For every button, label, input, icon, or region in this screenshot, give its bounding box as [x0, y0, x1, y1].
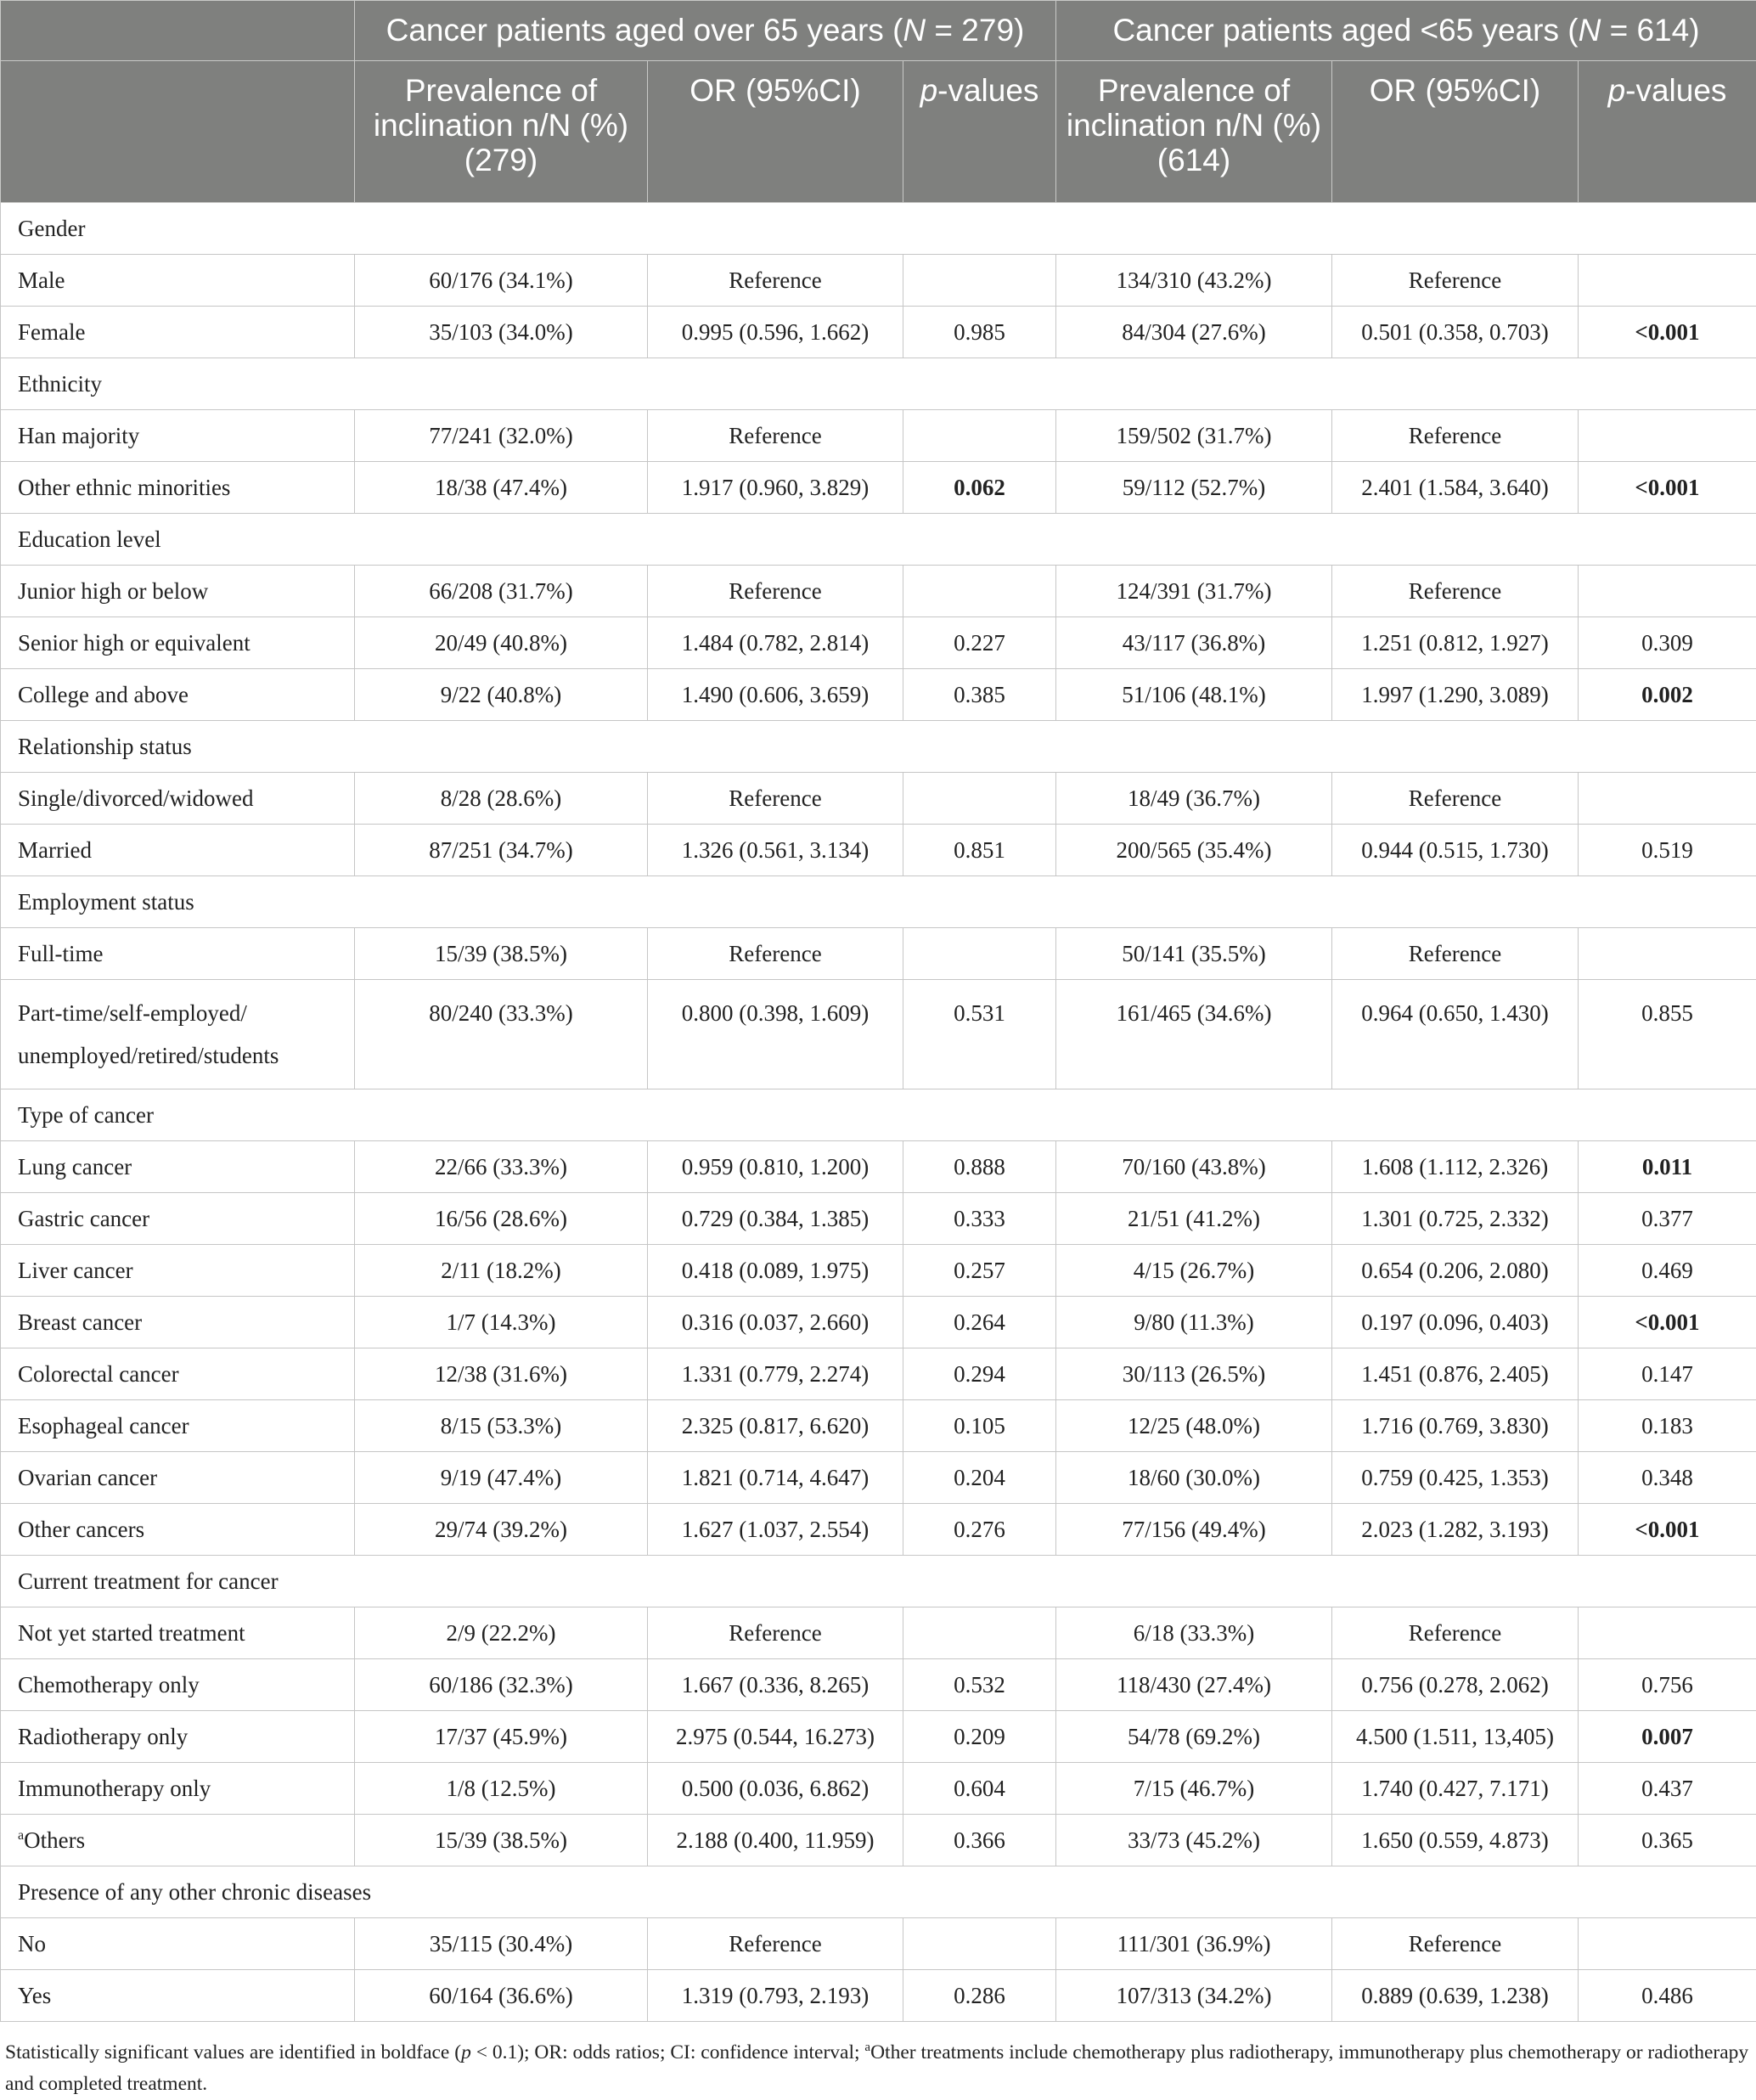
- cell-prevalence-under: 50/141 (35.5%): [1056, 928, 1332, 980]
- cell-or-under: 4.500 (1.511, 13,405): [1332, 1711, 1579, 1763]
- cell-p-over: 0.385: [903, 669, 1056, 721]
- cell-or-under: Reference: [1332, 410, 1579, 462]
- row-label: [1, 1763, 355, 1815]
- row-label-text: Other ethnic minorities: [18, 475, 230, 500]
- section-row: [1, 514, 1756, 566]
- table-row: [1, 1659, 1756, 1711]
- header-or-over: OR (95%CI): [648, 61, 903, 203]
- row-label-text: Single/divorced/widowed: [18, 785, 253, 811]
- cell-or-under: 0.756 (0.278, 2.062): [1332, 1659, 1579, 1711]
- cell-or-over: 2.325 (0.817, 6.620): [648, 1400, 903, 1452]
- row-label-text: College and above: [18, 682, 189, 707]
- cell-p-over: 0.257: [903, 1245, 1056, 1297]
- cell-prevalence-over: 9/22 (40.8%): [355, 669, 648, 721]
- cell-p-under: 0.002: [1579, 669, 1756, 721]
- row-label: [1, 1659, 355, 1711]
- cell-p-over: 0.294: [903, 1348, 1056, 1400]
- cell-or-under: 0.944 (0.515, 1.730): [1332, 825, 1579, 876]
- cell-p-over: 0.105: [903, 1400, 1056, 1452]
- table-row: [1, 307, 1756, 358]
- cell-or-over: 1.326 (0.561, 3.134): [648, 825, 903, 876]
- cell-prevalence-under: 9/80 (11.3%): [1056, 1297, 1332, 1348]
- table-row: [1, 669, 1756, 721]
- footnote-sup: a: [864, 2041, 870, 2054]
- table-header: [1, 1, 1756, 203]
- cell-or-under: 1.997 (1.290, 3.089): [1332, 669, 1579, 721]
- row-label-text: Full-time: [18, 941, 104, 966]
- row-label-text: Gastric cancer: [18, 1206, 149, 1231]
- row-label-text: Married: [18, 837, 92, 863]
- header-group-over-65: Cancer patients aged over 65 years (N = 279): [355, 1, 1056, 61]
- cell-p-under: 0.147: [1579, 1348, 1756, 1400]
- cell-or-over: 0.316 (0.037, 2.660): [648, 1297, 903, 1348]
- cell-p-under: 0.519: [1579, 825, 1756, 876]
- cell-or-under: 1.251 (0.812, 1.927): [1332, 617, 1579, 669]
- cell-p-under: <0.001: [1579, 1297, 1756, 1348]
- cell-prevalence-under: 161/465 (34.6%): [1056, 980, 1332, 1089]
- section-row: [1, 358, 1756, 410]
- footnote-part1: Statistically significant values are identified in boldface (: [5, 2041, 461, 2063]
- section-label: Current treatment for cancer: [1, 1556, 1756, 1607]
- cell-or-over: Reference: [648, 773, 903, 825]
- row-label: [1, 669, 355, 721]
- header-prevalence-under: Prevalence of inclination n/N (%) (614): [1056, 61, 1332, 203]
- cell-p-under: 0.007: [1579, 1711, 1756, 1763]
- row-label-text: Chemotherapy only: [18, 1672, 200, 1697]
- table-body: [1, 203, 1756, 2022]
- cell-p-over: [903, 773, 1056, 825]
- header-corner: [1, 1, 355, 61]
- header-corner-lower: [1, 61, 355, 203]
- cell-prevalence-over: 15/39 (38.5%): [355, 1815, 648, 1866]
- cell-prevalence-under: 18/49 (36.7%): [1056, 773, 1332, 825]
- cell-prevalence-over: 60/176 (34.1%): [355, 255, 648, 307]
- cell-or-over: 1.331 (0.779, 2.274): [648, 1348, 903, 1400]
- cell-p-over: 0.227: [903, 617, 1056, 669]
- cell-prevalence-over: 8/15 (53.3%): [355, 1400, 648, 1452]
- cell-p-under: 0.183: [1579, 1400, 1756, 1452]
- cell-or-over: 0.959 (0.810, 1.200): [648, 1141, 903, 1193]
- cell-or-under: Reference: [1332, 1607, 1579, 1659]
- cell-prevalence-under: 33/73 (45.2%): [1056, 1815, 1332, 1866]
- cell-prevalence-under: 54/78 (69.2%): [1056, 1711, 1332, 1763]
- cell-prevalence-under: 111/301 (36.9%): [1056, 1918, 1332, 1970]
- cell-or-over: 2.975 (0.544, 16.273): [648, 1711, 903, 1763]
- cell-or-under: 0.759 (0.425, 1.353): [1332, 1452, 1579, 1504]
- cell-p-over: 0.286: [903, 1970, 1056, 2022]
- cell-or-over: Reference: [648, 928, 903, 980]
- cell-p-under: 0.756: [1579, 1659, 1756, 1711]
- cell-p-over: [903, 255, 1056, 307]
- cell-p-over: 0.888: [903, 1141, 1056, 1193]
- row-label: [1, 1297, 355, 1348]
- cell-p-under: [1579, 410, 1756, 462]
- table-row: [1, 1504, 1756, 1556]
- cell-or-under: 1.451 (0.876, 2.405): [1332, 1348, 1579, 1400]
- table-row: [1, 1970, 1756, 2022]
- cell-p-over: 0.333: [903, 1193, 1056, 1245]
- cell-or-over: 2.188 (0.400, 11.959): [648, 1815, 903, 1866]
- cell-or-over: 1.917 (0.960, 3.829): [648, 462, 903, 514]
- cell-or-over: 0.500 (0.036, 6.862): [648, 1763, 903, 1815]
- cell-prevalence-under: 84/304 (27.6%): [1056, 307, 1332, 358]
- cell-p-over: 0.985: [903, 307, 1056, 358]
- cell-prevalence-under: 7/15 (46.7%): [1056, 1763, 1332, 1815]
- cell-p-over: 0.264: [903, 1297, 1056, 1348]
- row-label: [1, 1452, 355, 1504]
- cell-prevalence-over: 12/38 (31.6%): [355, 1348, 648, 1400]
- cell-prevalence-under: 12/25 (48.0%): [1056, 1400, 1332, 1452]
- row-label-text: Senior high or equivalent: [18, 630, 250, 656]
- cell-prevalence-under: 51/106 (48.1%): [1056, 669, 1332, 721]
- row-label: [1, 1711, 355, 1763]
- table-row: [1, 1918, 1756, 1970]
- section-label: Ethnicity: [1, 358, 1756, 410]
- row-label-text: Others: [24, 1827, 85, 1853]
- cell-or-over: 1.319 (0.793, 2.193): [648, 1970, 903, 2022]
- cell-or-under: 0.197 (0.096, 0.403): [1332, 1297, 1579, 1348]
- table-row: [1, 1711, 1756, 1763]
- row-label: [1, 1141, 355, 1193]
- cell-prevalence-over: 22/66 (33.3%): [355, 1141, 648, 1193]
- cell-p-over: [903, 1918, 1056, 1970]
- cell-p-under: 0.437: [1579, 1763, 1756, 1815]
- cell-or-under: Reference: [1332, 773, 1579, 825]
- section-label: Presence of any other chronic diseases: [1, 1866, 1756, 1918]
- cell-prevalence-over: 8/28 (28.6%): [355, 773, 648, 825]
- row-label: [1, 1815, 355, 1866]
- row-label: [1, 566, 355, 617]
- cell-prevalence-under: 21/51 (41.2%): [1056, 1193, 1332, 1245]
- table-row: [1, 255, 1756, 307]
- row-label-text: Male: [18, 267, 65, 293]
- cell-or-under: Reference: [1332, 1918, 1579, 1970]
- cell-prevalence-over: 16/56 (28.6%): [355, 1193, 648, 1245]
- cell-or-over: 1.484 (0.782, 2.814): [648, 617, 903, 669]
- cell-p-under: 0.365: [1579, 1815, 1756, 1866]
- row-label: [1, 1504, 355, 1556]
- cell-or-under: 1.650 (0.559, 4.873): [1332, 1815, 1579, 1866]
- cell-prevalence-over: 35/103 (34.0%): [355, 307, 648, 358]
- footnote-part3: Other treatments include chemotherapy plus radiotherapy, immunotherapy plus chemotherapy or radiotherapy and completed treatment.: [5, 2041, 1748, 2095]
- cell-prevalence-under: 118/430 (27.4%): [1056, 1659, 1332, 1711]
- table-footnote: [0, 2022, 1756, 2100]
- cell-or-over: 1.490 (0.606, 3.659): [648, 669, 903, 721]
- cell-or-over: 0.995 (0.596, 1.662): [648, 307, 903, 358]
- row-label-sup: a: [18, 1828, 24, 1843]
- header-group-under-65: Cancer patients aged <65 years (N = 614): [1056, 1, 1756, 61]
- cell-p-under: <0.001: [1579, 462, 1756, 514]
- table-row: [1, 1348, 1756, 1400]
- row-label: [1, 255, 355, 307]
- cell-prevalence-under: 59/112 (52.7%): [1056, 462, 1332, 514]
- cell-p-under: 0.377: [1579, 1193, 1756, 1245]
- section-label: Education level: [1, 514, 1756, 566]
- cell-or-under: 0.501 (0.358, 0.703): [1332, 307, 1579, 358]
- table-row: [1, 825, 1756, 876]
- header-p-under: p-values: [1579, 61, 1756, 203]
- table-row: [1, 1245, 1756, 1297]
- cell-or-under: 2.401 (1.584, 3.640): [1332, 462, 1579, 514]
- row-label: [1, 1970, 355, 2022]
- cell-or-under: 1.740 (0.427, 7.171): [1332, 1763, 1579, 1815]
- section-label: Employment status: [1, 876, 1756, 928]
- cell-prevalence-over: 2/11 (18.2%): [355, 1245, 648, 1297]
- cell-prevalence-over: 80/240 (33.3%): [355, 980, 648, 1089]
- section-row: [1, 1866, 1756, 1918]
- cell-prevalence-under: 107/313 (34.2%): [1056, 1970, 1332, 2022]
- row-label-text: Junior high or below: [18, 578, 208, 604]
- row-label-text: Not yet started treatment: [18, 1620, 245, 1646]
- cell-prevalence-over: 66/208 (31.7%): [355, 566, 648, 617]
- row-label-text: Breast cancer: [18, 1309, 142, 1335]
- cell-p-over: 0.604: [903, 1763, 1056, 1815]
- cell-or-under: Reference: [1332, 928, 1579, 980]
- cell-or-under: Reference: [1332, 566, 1579, 617]
- cell-p-over: 0.062: [903, 462, 1056, 514]
- cell-or-over: Reference: [648, 1607, 903, 1659]
- cell-prevalence-over: 15/39 (38.5%): [355, 928, 648, 980]
- row-label-text: Ovarian cancer: [18, 1465, 157, 1490]
- row-label-text: Part-time/self-employed/ unemployed/retired/students: [18, 1000, 279, 1068]
- row-label: [1, 462, 355, 514]
- section-row: [1, 203, 1756, 255]
- table-row: [1, 1400, 1756, 1452]
- cell-p-over: 0.851: [903, 825, 1056, 876]
- cell-prevalence-under: 77/156 (49.4%): [1056, 1504, 1332, 1556]
- section-row: [1, 1089, 1756, 1141]
- cell-p-under: [1579, 1918, 1756, 1970]
- cell-p-over: 0.204: [903, 1452, 1056, 1504]
- cell-p-over: 0.209: [903, 1711, 1056, 1763]
- cell-p-over: [903, 1607, 1056, 1659]
- row-label: [1, 825, 355, 876]
- row-label: [1, 307, 355, 358]
- cell-or-over: Reference: [648, 566, 903, 617]
- cell-or-under: Reference: [1332, 255, 1579, 307]
- cell-or-under: 0.654 (0.206, 2.080): [1332, 1245, 1579, 1297]
- table-row: [1, 980, 1756, 1089]
- row-label: [1, 1348, 355, 1400]
- cell-p-under: [1579, 1607, 1756, 1659]
- cell-p-under: 0.348: [1579, 1452, 1756, 1504]
- footnote-part2: < 0.1); OR: odds ratios; CI: confidence interval;: [471, 2041, 865, 2063]
- cell-p-under: 0.309: [1579, 617, 1756, 669]
- table-row: [1, 773, 1756, 825]
- row-label: [1, 928, 355, 980]
- cell-p-under: 0.469: [1579, 1245, 1756, 1297]
- cell-p-under: 0.486: [1579, 1970, 1756, 2022]
- table-row: [1, 1815, 1756, 1866]
- row-label: [1, 410, 355, 462]
- row-label-text: Colorectal cancer: [18, 1361, 179, 1387]
- footnote-p: p: [461, 2041, 471, 2063]
- row-label: [1, 1918, 355, 1970]
- cell-or-over: 0.418 (0.089, 1.975): [648, 1245, 903, 1297]
- cell-or-under: 1.301 (0.725, 2.332): [1332, 1193, 1579, 1245]
- cell-prevalence-over: 2/9 (22.2%): [355, 1607, 648, 1659]
- cell-prevalence-over: 87/251 (34.7%): [355, 825, 648, 876]
- cell-p-under: 0.855: [1579, 980, 1756, 1089]
- cell-p-over: 0.366: [903, 1815, 1056, 1866]
- section-label: Type of cancer: [1, 1089, 1756, 1141]
- cell-p-under: [1579, 773, 1756, 825]
- cell-or-over: Reference: [648, 255, 903, 307]
- cell-prevalence-over: 9/19 (47.4%): [355, 1452, 648, 1504]
- cell-or-under: 2.023 (1.282, 3.193): [1332, 1504, 1579, 1556]
- cell-prevalence-over: 20/49 (40.8%): [355, 617, 648, 669]
- cell-prevalence-under: 18/60 (30.0%): [1056, 1452, 1332, 1504]
- table-row: [1, 1763, 1756, 1815]
- cell-prevalence-over: 18/38 (47.4%): [355, 462, 648, 514]
- row-label-text: No: [18, 1931, 46, 1956]
- row-label: [1, 980, 355, 1089]
- row-label: [1, 1400, 355, 1452]
- cell-prevalence-under: 6/18 (33.3%): [1056, 1607, 1332, 1659]
- cell-prevalence-under: 124/391 (31.7%): [1056, 566, 1332, 617]
- cell-prevalence-over: 29/74 (39.2%): [355, 1504, 648, 1556]
- cell-p-under: [1579, 566, 1756, 617]
- cell-prevalence-under: 30/113 (26.5%): [1056, 1348, 1332, 1400]
- cell-prevalence-over: 35/115 (30.4%): [355, 1918, 648, 1970]
- cell-p-under: [1579, 928, 1756, 980]
- cell-p-over: [903, 566, 1056, 617]
- table-row: [1, 410, 1756, 462]
- cell-or-under: 0.889 (0.639, 1.238): [1332, 1970, 1579, 2022]
- table-row: [1, 566, 1756, 617]
- table-row: [1, 1297, 1756, 1348]
- table-row: [1, 617, 1756, 669]
- cell-or-over: 1.667 (0.336, 8.265): [648, 1659, 903, 1711]
- section-label: Relationship status: [1, 721, 1756, 773]
- table-row: [1, 928, 1756, 980]
- cell-prevalence-under: 159/502 (31.7%): [1056, 410, 1332, 462]
- cell-p-under: [1579, 255, 1756, 307]
- cell-p-over: 0.532: [903, 1659, 1056, 1711]
- row-label-text: Female: [18, 319, 85, 345]
- table-row: [1, 1141, 1756, 1193]
- cell-p-over: 0.531: [903, 980, 1056, 1089]
- cell-p-over: 0.276: [903, 1504, 1056, 1556]
- table-row: [1, 1452, 1756, 1504]
- cell-p-under: <0.001: [1579, 307, 1756, 358]
- row-label-text: Liver cancer: [18, 1258, 133, 1283]
- cell-prevalence-under: 134/310 (43.2%): [1056, 255, 1332, 307]
- cell-prevalence-under: 70/160 (43.8%): [1056, 1141, 1332, 1193]
- cell-or-over: Reference: [648, 1918, 903, 1970]
- cell-prevalence-over: 60/186 (32.3%): [355, 1659, 648, 1711]
- section-row: [1, 721, 1756, 773]
- header-or-under: OR (95%CI): [1332, 61, 1579, 203]
- table-row: [1, 1193, 1756, 1245]
- header-prevalence-over: Prevalence of inclination n/N (%) (279): [355, 61, 648, 203]
- cell-or-over: 1.821 (0.714, 4.647): [648, 1452, 903, 1504]
- section-row: [1, 876, 1756, 928]
- row-label: [1, 1193, 355, 1245]
- row-label: [1, 773, 355, 825]
- cell-prevalence-under: 43/117 (36.8%): [1056, 617, 1332, 669]
- row-label-text: Han majority: [18, 423, 139, 448]
- row-label-text: Lung cancer: [18, 1154, 132, 1179]
- row-label-text: Other cancers: [18, 1517, 144, 1542]
- row-label-text: Radiotherapy only: [18, 1724, 188, 1749]
- cell-prevalence-over: 1/8 (12.5%): [355, 1763, 648, 1815]
- row-label: [1, 617, 355, 669]
- cell-or-over: Reference: [648, 410, 903, 462]
- cell-prevalence-under: 200/565 (35.4%): [1056, 825, 1332, 876]
- table-row: [1, 462, 1756, 514]
- cell-prevalence-over: 77/241 (32.0%): [355, 410, 648, 462]
- cell-p-under: <0.001: [1579, 1504, 1756, 1556]
- cell-or-over: 0.729 (0.384, 1.385): [648, 1193, 903, 1245]
- row-label: [1, 1245, 355, 1297]
- cell-or-over: 0.800 (0.398, 1.609): [648, 980, 903, 1089]
- cell-prevalence-over: 1/7 (14.3%): [355, 1297, 648, 1348]
- header-p-over: p-values: [903, 61, 1056, 203]
- section-row: [1, 1556, 1756, 1607]
- cell-or-under: 1.716 (0.769, 3.830): [1332, 1400, 1579, 1452]
- table-row: [1, 1607, 1756, 1659]
- row-label-text: Yes: [18, 1983, 51, 2008]
- row-label-text: Immunotherapy only: [18, 1776, 211, 1801]
- cell-or-over: 1.627 (1.037, 2.554): [648, 1504, 903, 1556]
- cell-prevalence-under: 4/15 (26.7%): [1056, 1245, 1332, 1297]
- cell-or-under: 1.608 (1.112, 2.326): [1332, 1141, 1579, 1193]
- cell-p-under: 0.011: [1579, 1141, 1756, 1193]
- cell-prevalence-over: 17/37 (45.9%): [355, 1711, 648, 1763]
- cell-p-over: [903, 410, 1056, 462]
- cell-or-under: 0.964 (0.650, 1.430): [1332, 980, 1579, 1089]
- cell-prevalence-over: 60/164 (36.6%): [355, 1970, 648, 2022]
- section-label: Gender: [1, 203, 1756, 255]
- row-label-text: Esophageal cancer: [18, 1413, 189, 1438]
- row-label: [1, 1607, 355, 1659]
- cell-p-over: [903, 928, 1056, 980]
